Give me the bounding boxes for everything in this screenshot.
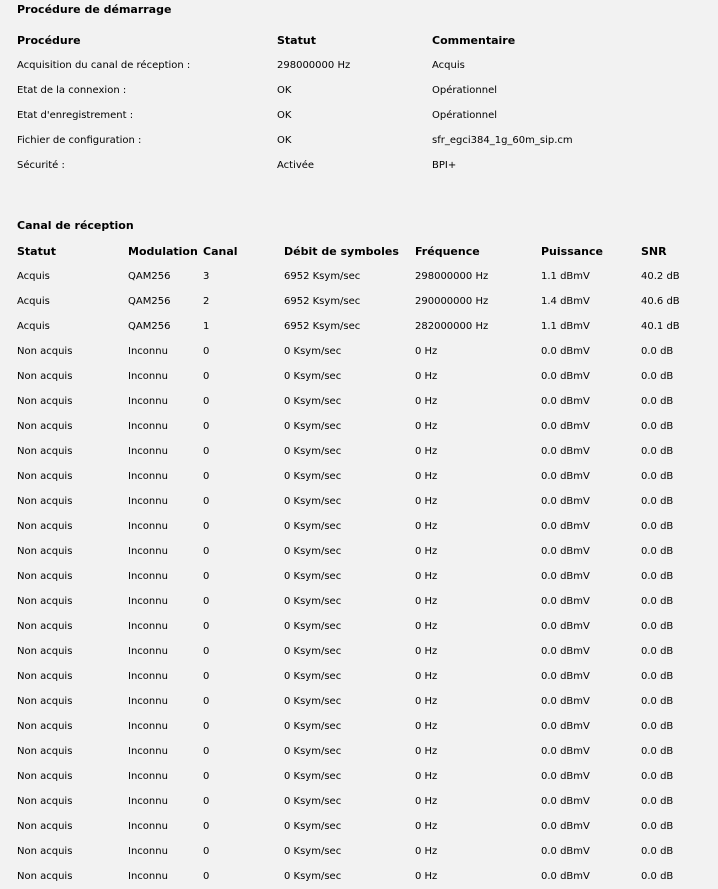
boot-section-title: Procédure de démarrage <box>17 3 172 16</box>
frequency-cell: 0 Hz <box>415 496 438 507</box>
table-row <box>17 128 707 153</box>
power-cell: 0.0 dBmV <box>541 671 590 682</box>
status-cell: Non acquis <box>17 346 73 357</box>
channel-cell: 0 <box>203 621 210 632</box>
table-row <box>17 864 717 889</box>
modulation-cell: Inconnu <box>128 821 168 832</box>
symbol-rate-cell: 0 Ksym/sec <box>284 571 342 582</box>
symbol-rate-cell: 0 Ksym/sec <box>284 471 342 482</box>
frequency-cell: 0 Hz <box>415 396 438 407</box>
table-row <box>17 839 717 864</box>
modulation-cell: QAM256 <box>128 271 171 282</box>
symbol-rate-cell: 0 Ksym/sec <box>284 846 342 857</box>
channel-cell: 0 <box>203 721 210 732</box>
snr-cell: 40.2 dB <box>641 271 680 282</box>
channel-cell: 0 <box>203 746 210 757</box>
frequency-cell: 0 Hz <box>415 846 438 857</box>
power-cell: 0.0 dBmV <box>541 496 590 507</box>
frequency-cell: 0 Hz <box>415 571 438 582</box>
snr-cell: 0.0 dB <box>641 421 674 432</box>
frequency-cell: 0 Hz <box>415 446 438 457</box>
table-row <box>17 589 717 614</box>
table-row <box>17 264 717 289</box>
symbol-rate-cell: 0 Ksym/sec <box>284 396 342 407</box>
status-cell: Acquis <box>17 271 50 282</box>
power-cell: 0.0 dBmV <box>541 746 590 757</box>
modulation-cell: Inconnu <box>128 621 168 632</box>
channel-cell: 0 <box>203 421 210 432</box>
table-row <box>17 464 717 489</box>
modulation-cell: Inconnu <box>128 471 168 482</box>
table-row <box>17 489 717 514</box>
status-cell: Activée <box>277 160 315 171</box>
frequency-cell: 0 Hz <box>415 521 438 532</box>
snr-cell: 0.0 dB <box>641 396 674 407</box>
frequency-cell: 0 Hz <box>415 546 438 557</box>
snr-cell: 0.0 dB <box>641 796 674 807</box>
power-cell: 0.0 dBmV <box>541 621 590 632</box>
frequency-cell: 0 Hz <box>415 646 438 657</box>
symbol-rate-cell: 0 Ksym/sec <box>284 646 342 657</box>
symbol-rate-cell: 0 Ksym/sec <box>284 871 342 882</box>
status-cell: OK <box>277 85 292 96</box>
channel-cell: 2 <box>203 296 210 307</box>
channel-cell: 0 <box>203 346 210 357</box>
table-header-row <box>17 239 717 264</box>
frequency-cell: 282000000 Hz <box>415 321 489 332</box>
table-row <box>17 414 717 439</box>
column-header-procedure: Procédure <box>17 34 81 47</box>
table-row <box>17 314 717 339</box>
channel-cell: 0 <box>203 396 210 407</box>
modulation-cell: Inconnu <box>128 396 168 407</box>
frequency-cell: 0 Hz <box>415 796 438 807</box>
snr-cell: 0.0 dB <box>641 646 674 657</box>
table-row <box>17 514 717 539</box>
power-cell: 1.1 dBmV <box>541 321 590 332</box>
frequency-cell: 0 Hz <box>415 421 438 432</box>
frequency-cell: 0 Hz <box>415 821 438 832</box>
snr-cell: 0.0 dB <box>641 521 674 532</box>
power-cell: 0.0 dBmV <box>541 846 590 857</box>
power-cell: 0.0 dBmV <box>541 696 590 707</box>
table-row <box>17 364 717 389</box>
channel-cell: 1 <box>203 321 210 332</box>
table-row <box>17 689 717 714</box>
table-row <box>17 664 717 689</box>
status-cell: OK <box>277 135 292 146</box>
table-row <box>17 814 717 839</box>
status-cell: Non acquis <box>17 396 73 407</box>
table-header-row <box>17 28 707 53</box>
modulation-cell: Inconnu <box>128 346 168 357</box>
downstream-section-title: Canal de réception <box>17 219 134 232</box>
status-cell: Non acquis <box>17 846 73 857</box>
procedure-cell: Acquisition du canal de réception : <box>17 60 191 71</box>
procedure-cell: Etat de la connexion : <box>17 85 127 96</box>
frequency-cell: 290000000 Hz <box>415 296 489 307</box>
power-cell: 1.1 dBmV <box>541 271 590 282</box>
status-cell: 298000000 Hz <box>277 60 351 71</box>
channel-cell: 0 <box>203 546 210 557</box>
snr-cell: 0.0 dB <box>641 846 674 857</box>
status-cell: Non acquis <box>17 671 73 682</box>
column-header-channel: Canal <box>203 245 238 258</box>
symbol-rate-cell: 6952 Ksym/sec <box>284 296 361 307</box>
symbol-rate-cell: 0 Ksym/sec <box>284 546 342 557</box>
table-row <box>17 639 717 664</box>
modulation-cell: Inconnu <box>128 371 168 382</box>
channel-cell: 0 <box>203 871 210 882</box>
modulation-cell: Inconnu <box>128 646 168 657</box>
snr-cell: 0.0 dB <box>641 546 674 557</box>
status-cell: OK <box>277 110 292 121</box>
power-cell: 0.0 dBmV <box>541 796 590 807</box>
channel-cell: 0 <box>203 696 210 707</box>
power-cell: 0.0 dBmV <box>541 421 590 432</box>
modulation-cell: Inconnu <box>128 546 168 557</box>
table-row <box>17 103 707 128</box>
channel-cell: 0 <box>203 596 210 607</box>
procedure-cell: Fichier de configuration : <box>17 135 142 146</box>
status-cell: Non acquis <box>17 746 73 757</box>
status-cell: Non acquis <box>17 521 73 532</box>
symbol-rate-cell: 0 Ksym/sec <box>284 696 342 707</box>
symbol-rate-cell: 0 Ksym/sec <box>284 796 342 807</box>
modulation-cell: Inconnu <box>128 671 168 682</box>
table-row <box>17 389 717 414</box>
modulation-cell: Inconnu <box>128 771 168 782</box>
frequency-cell: 298000000 Hz <box>415 271 489 282</box>
comment-cell: sfr_egci384_1g_60m_sip.cm <box>432 135 573 146</box>
table-row <box>17 53 707 78</box>
channel-cell: 0 <box>203 371 210 382</box>
symbol-rate-cell: 0 Ksym/sec <box>284 821 342 832</box>
snr-cell: 40.1 dB <box>641 321 680 332</box>
symbol-rate-cell: 0 Ksym/sec <box>284 621 342 632</box>
channel-cell: 0 <box>203 846 210 857</box>
symbol-rate-cell: 0 Ksym/sec <box>284 771 342 782</box>
status-cell: Non acquis <box>17 646 73 657</box>
channel-cell: 0 <box>203 671 210 682</box>
snr-cell: 0.0 dB <box>641 721 674 732</box>
frequency-cell: 0 Hz <box>415 471 438 482</box>
column-header-frequency: Fréquence <box>415 245 480 258</box>
table-row <box>17 564 717 589</box>
column-header-symbol-rate: Débit de symboles <box>284 245 399 258</box>
channel-cell: 0 <box>203 796 210 807</box>
symbol-rate-cell: 0 Ksym/sec <box>284 521 342 532</box>
symbol-rate-cell: 0 Ksym/sec <box>284 371 342 382</box>
symbol-rate-cell: 0 Ksym/sec <box>284 346 342 357</box>
column-header-power: Puissance <box>541 245 603 258</box>
channel-cell: 0 <box>203 571 210 582</box>
status-cell: Non acquis <box>17 821 73 832</box>
power-cell: 1.4 dBmV <box>541 296 590 307</box>
power-cell: 0.0 dBmV <box>541 446 590 457</box>
snr-cell: 0.0 dB <box>641 821 674 832</box>
snr-cell: 0.0 dB <box>641 696 674 707</box>
modulation-cell: QAM256 <box>128 296 171 307</box>
modulation-cell: Inconnu <box>128 796 168 807</box>
frequency-cell: 0 Hz <box>415 771 438 782</box>
status-cell: Non acquis <box>17 371 73 382</box>
snr-cell: 0.0 dB <box>641 596 674 607</box>
frequency-cell: 0 Hz <box>415 721 438 732</box>
power-cell: 0.0 dBmV <box>541 471 590 482</box>
status-cell: Non acquis <box>17 446 73 457</box>
comment-cell: BPI+ <box>432 160 457 171</box>
power-cell: 0.0 dBmV <box>541 346 590 357</box>
power-cell: 0.0 dBmV <box>541 646 590 657</box>
snr-cell: 0.0 dB <box>641 771 674 782</box>
power-cell: 0.0 dBmV <box>541 821 590 832</box>
channel-cell: 0 <box>203 471 210 482</box>
power-cell: 0.0 dBmV <box>541 546 590 557</box>
symbol-rate-cell: 0 Ksym/sec <box>284 596 342 607</box>
status-cell: Non acquis <box>17 546 73 557</box>
channel-cell: 0 <box>203 496 210 507</box>
frequency-cell: 0 Hz <box>415 621 438 632</box>
frequency-cell: 0 Hz <box>415 671 438 682</box>
comment-cell: Opérationnel <box>432 110 498 121</box>
modulation-cell: QAM256 <box>128 321 171 332</box>
column-header-snr: SNR <box>641 245 667 258</box>
channel-cell: 0 <box>203 821 210 832</box>
frequency-cell: 0 Hz <box>415 696 438 707</box>
table-row <box>17 764 717 789</box>
status-cell: Non acquis <box>17 621 73 632</box>
frequency-cell: 0 Hz <box>415 871 438 882</box>
status-cell: Acquis <box>17 321 50 332</box>
table-row <box>17 539 717 564</box>
status-cell: Non acquis <box>17 721 73 732</box>
symbol-rate-cell: 6952 Ksym/sec <box>284 271 361 282</box>
snr-cell: 40.6 dB <box>641 296 680 307</box>
symbol-rate-cell: 0 Ksym/sec <box>284 496 342 507</box>
modulation-cell: Inconnu <box>128 521 168 532</box>
modulation-cell: Inconnu <box>128 596 168 607</box>
snr-cell: 0.0 dB <box>641 496 674 507</box>
power-cell: 0.0 dBmV <box>541 871 590 882</box>
table-row <box>17 78 707 103</box>
frequency-cell: 0 Hz <box>415 371 438 382</box>
channel-cell: 3 <box>203 271 210 282</box>
modulation-cell: Inconnu <box>128 696 168 707</box>
status-cell: Non acquis <box>17 471 73 482</box>
snr-cell: 0.0 dB <box>641 471 674 482</box>
column-header-comment: Commentaire <box>432 34 516 47</box>
channel-cell: 0 <box>203 521 210 532</box>
procedure-cell: Sécurité : <box>17 160 65 171</box>
symbol-rate-cell: 0 Ksym/sec <box>284 446 342 457</box>
snr-cell: 0.0 dB <box>641 671 674 682</box>
frequency-cell: 0 Hz <box>415 746 438 757</box>
modulation-cell: Inconnu <box>128 496 168 507</box>
power-cell: 0.0 dBmV <box>541 371 590 382</box>
snr-cell: 0.0 dB <box>641 446 674 457</box>
snr-cell: 0.0 dB <box>641 871 674 882</box>
status-cell: Non acquis <box>17 871 73 882</box>
symbol-rate-cell: 0 Ksym/sec <box>284 721 342 732</box>
modulation-cell: Inconnu <box>128 721 168 732</box>
snr-cell: 0.0 dB <box>641 346 674 357</box>
frequency-cell: 0 Hz <box>415 346 438 357</box>
modulation-cell: Inconnu <box>128 446 168 457</box>
power-cell: 0.0 dBmV <box>541 521 590 532</box>
channel-cell: 0 <box>203 646 210 657</box>
comment-cell: Opérationnel <box>432 85 498 96</box>
power-cell: 0.0 dBmV <box>541 571 590 582</box>
table-row <box>17 339 717 364</box>
table-row <box>17 289 717 314</box>
snr-cell: 0.0 dB <box>641 621 674 632</box>
snr-cell: 0.0 dB <box>641 571 674 582</box>
boot-procedure-table <box>17 28 707 178</box>
table-row <box>17 614 717 639</box>
column-header-modulation: Modulation <box>128 245 198 258</box>
status-cell: Non acquis <box>17 421 73 432</box>
downstream-channel-table <box>17 239 717 889</box>
snr-cell: 0.0 dB <box>641 746 674 757</box>
symbol-rate-cell: 0 Ksym/sec <box>284 671 342 682</box>
status-cell: Non acquis <box>17 596 73 607</box>
snr-cell: 0.0 dB <box>641 371 674 382</box>
table-row <box>17 153 707 178</box>
table-row <box>17 789 717 814</box>
column-header-status: Statut <box>17 245 56 258</box>
symbol-rate-cell: 0 Ksym/sec <box>284 746 342 757</box>
table-row <box>17 714 717 739</box>
status-cell: Non acquis <box>17 496 73 507</box>
status-cell: Non acquis <box>17 771 73 782</box>
modulation-cell: Inconnu <box>128 746 168 757</box>
symbol-rate-cell: 6952 Ksym/sec <box>284 321 361 332</box>
modulation-cell: Inconnu <box>128 871 168 882</box>
power-cell: 0.0 dBmV <box>541 396 590 407</box>
channel-cell: 0 <box>203 446 210 457</box>
status-cell: Non acquis <box>17 571 73 582</box>
symbol-rate-cell: 0 Ksym/sec <box>284 421 342 432</box>
comment-cell: Acquis <box>432 60 465 71</box>
modulation-cell: Inconnu <box>128 421 168 432</box>
power-cell: 0.0 dBmV <box>541 721 590 732</box>
channel-cell: 0 <box>203 771 210 782</box>
table-row <box>17 739 717 764</box>
column-header-status: Statut <box>277 34 316 47</box>
status-cell: Non acquis <box>17 796 73 807</box>
table-row <box>17 439 717 464</box>
power-cell: 0.0 dBmV <box>541 771 590 782</box>
power-cell: 0.0 dBmV <box>541 596 590 607</box>
procedure-cell: Etat d'enregistrement : <box>17 110 134 121</box>
frequency-cell: 0 Hz <box>415 596 438 607</box>
modulation-cell: Inconnu <box>128 846 168 857</box>
status-cell: Acquis <box>17 296 50 307</box>
status-cell: Non acquis <box>17 696 73 707</box>
modulation-cell: Inconnu <box>128 571 168 582</box>
